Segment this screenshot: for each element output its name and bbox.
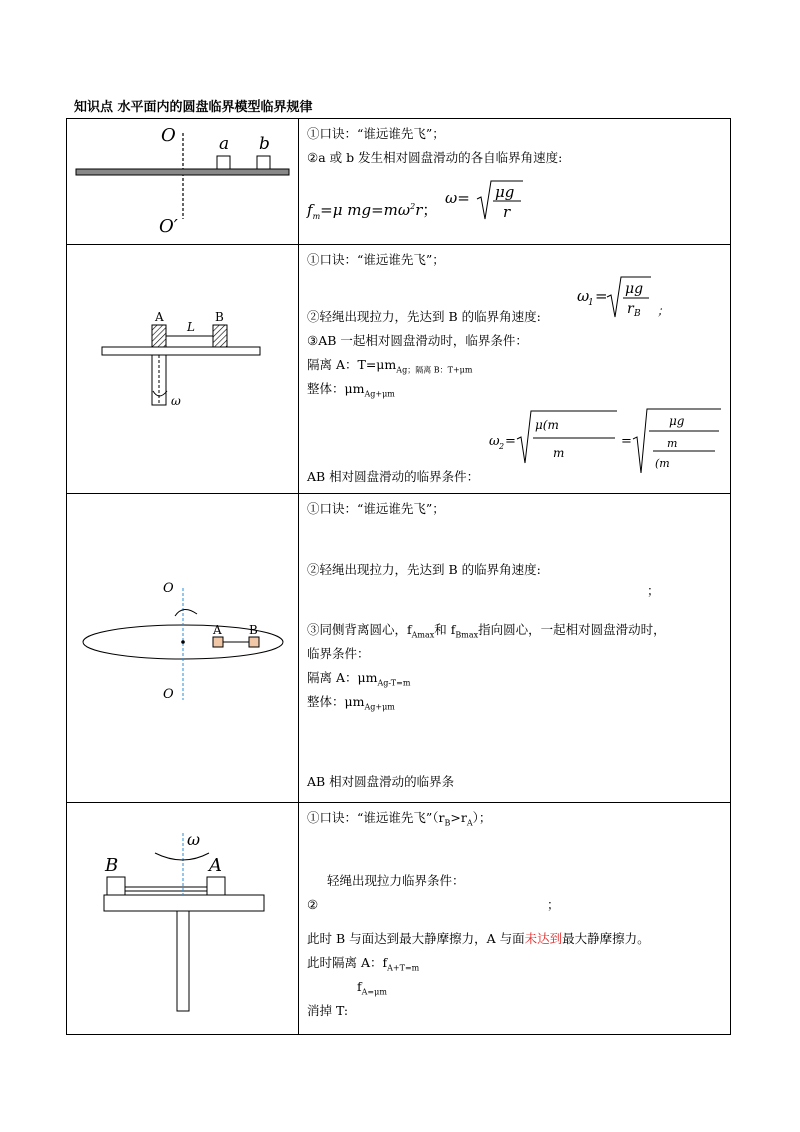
r3-line6: 整体：$\mu m_{Ag+\mu m}$ [307, 694, 395, 712]
label-a: A [155, 310, 164, 324]
r3-line4: 临界条件： [307, 646, 370, 661]
label-b: B [215, 310, 224, 324]
r4-semi: ； [547, 897, 560, 912]
r1-line1: ①口诀：“谁远谁先飞”； [307, 126, 445, 141]
text-cell-2 [299, 245, 731, 494]
figure-cell-3 [67, 494, 299, 803]
figure-cell-2 [67, 245, 299, 494]
content-table [66, 118, 731, 1035]
svg-text:；: ； [657, 304, 670, 318]
disk-diagram-1 [67, 119, 298, 240]
svg-text:ω=: ω= [445, 189, 470, 207]
svg-text:μ(m: μ(m [535, 418, 559, 432]
r3-line5: 隔离 A：$\mu m_{Ag-T=m}$ [307, 670, 411, 688]
svg-text:(m: (m [655, 457, 670, 470]
label-omega: ω [187, 830, 201, 849]
r4-line3: ② [307, 897, 319, 912]
r3-line1: ①口诀：“谁远谁先飞”； [307, 501, 445, 516]
r1-omega-formula [445, 177, 525, 225]
label-l: L [187, 320, 195, 334]
page-title: 知识点 水平面内的圆盘临界模型临界规律 [74, 100, 313, 115]
svg-text:=: = [621, 434, 632, 449]
r1-equation: $f_m=\mu$ $mg=m\omega^2r$； [307, 201, 438, 221]
disk-diagram-3 [67, 494, 298, 798]
figure-cell-1 [67, 119, 299, 245]
r1-line2: ②a 或 b 发生相对圆盘滑动的各自临界角速度: [307, 150, 563, 165]
svg-text:r: r [503, 203, 511, 221]
svg-text:r: r [627, 301, 634, 317]
svg-text:ω: ω [577, 287, 590, 305]
svg-text:=: = [595, 287, 608, 305]
svg-text:2: 2 [499, 442, 505, 451]
r4-line4: 此时 B 与面达到最大静摩擦力，A 与面未达到最大静摩擦力。 [307, 931, 650, 946]
label-o1: O [163, 581, 174, 596]
r3-line3: ③同侧背离圆心，$f_{Amax}$和 $f_{Bmax}$指向圆心，一起相对圆盘滑动时， [307, 622, 666, 640]
label-o-bottom: O′ [159, 216, 178, 237]
r2-line3: ③AB 一起相对圆盘滑动时，临界条件： [307, 333, 528, 348]
r4-line5: 此时隔离 A：$f_{A+T=m}$ [307, 955, 420, 973]
table-row-1 [67, 119, 731, 245]
r2-omega1-formula [577, 271, 670, 322]
table-row-4 [67, 803, 731, 1035]
svg-text:=: = [505, 434, 516, 449]
r4-line7: 消掉 T: [307, 1003, 349, 1018]
label-a: A [209, 855, 222, 876]
label-b: B [249, 623, 258, 637]
r3-semi: ； [647, 583, 660, 598]
label-omega: ω [171, 394, 181, 408]
r4-line2: 轻绳出现拉力临界条件： [327, 873, 465, 888]
svg-text:B: B [634, 309, 641, 319]
label-b: B [105, 855, 119, 876]
svg-text:μg: μg [625, 281, 644, 297]
text-cell-3 [299, 494, 731, 803]
r2-line4: 隔离 A：$T=\mu m_{Ag;隔离 B:T+\mu m}$ [307, 357, 473, 375]
label-o2: O [163, 687, 174, 702]
disk-diagram-2 [67, 245, 298, 489]
svg-text:μg: μg [495, 183, 515, 201]
r3-line2: ②轻绳出现拉力，先达到 B 的临界角速度: [307, 562, 541, 577]
svg-text:m: m [553, 446, 565, 460]
figure-cell-4 [67, 803, 299, 1035]
text-cell-4 [299, 803, 731, 1035]
table-row-2 [67, 245, 731, 494]
r2-omega2-formula [489, 405, 725, 480]
svg-text:1: 1 [588, 298, 594, 308]
label-a: A [213, 623, 222, 637]
r2-line2: ②轻绳出现拉力，先达到 B 的临界角速度: [307, 309, 541, 324]
disk-diagram-4 [67, 803, 298, 1030]
table-row-3 [67, 494, 731, 803]
r4-line6: $f_{A=\mu m}$ [357, 979, 387, 997]
svg-text:m: m [667, 437, 678, 450]
label-o-top: O [161, 125, 176, 146]
r2-line1: ①口诀：“谁远谁先飞”； [307, 252, 445, 267]
label-a: a [219, 134, 230, 154]
r4-line1: ①口诀：“谁远谁先飞$”(r_B>r_A)$； [307, 810, 492, 828]
svg-text:μg: μg [669, 414, 685, 428]
svg-text:ω: ω [489, 434, 500, 449]
r2-line-last: AB 相对圆盘滑动的临界条件： [307, 469, 480, 484]
r2-line5: 整体：$\mu m_{Ag+\mu m}$ [307, 381, 395, 399]
text-cell-1 [299, 119, 731, 245]
label-b: b [259, 134, 270, 154]
r3-line-last: AB 相对圆盘滑动的临界条 [307, 774, 455, 789]
